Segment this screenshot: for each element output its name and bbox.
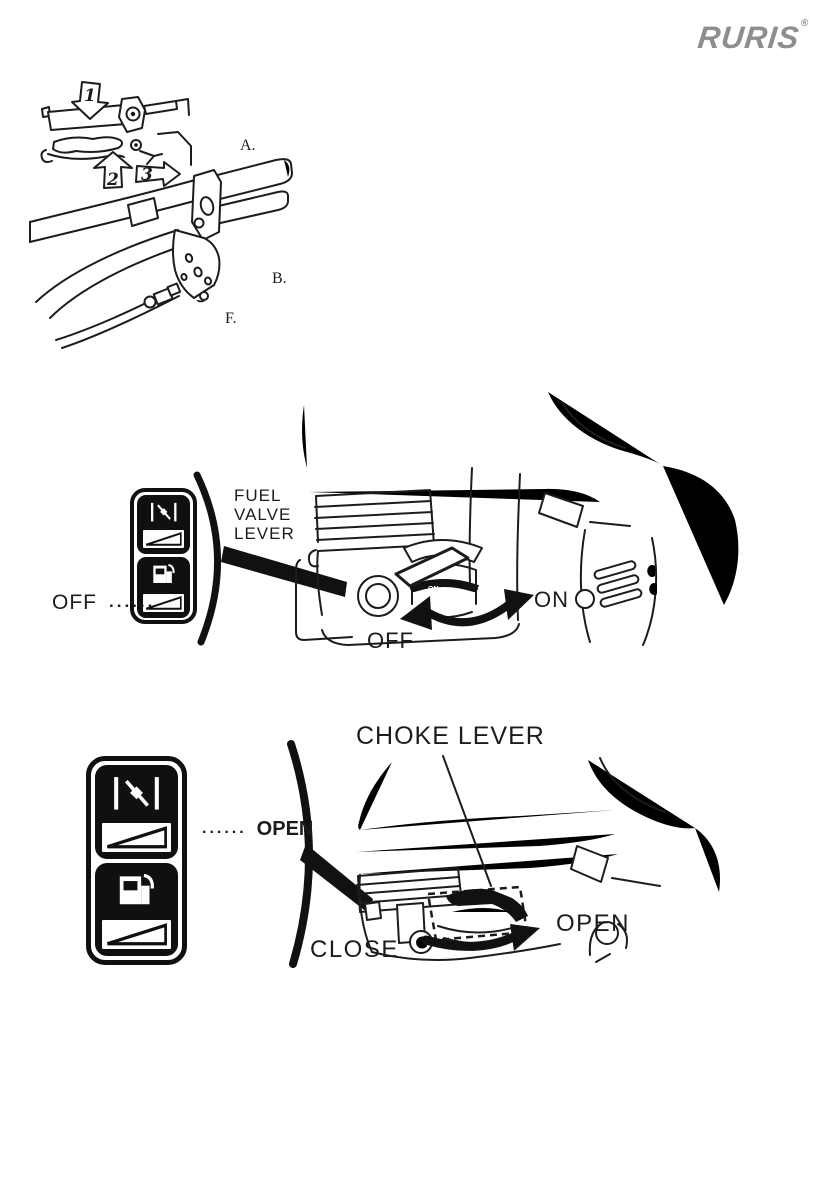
throttle-triangle-icon: [100, 821, 173, 854]
choke-lever-title: CHOKE LEVER: [356, 722, 545, 750]
throttle-triangle-icon: [100, 918, 173, 951]
valve-symbol-cell: [95, 765, 178, 859]
off-legend-text: OFF: [52, 591, 97, 614]
fuel-valve-lever-label: FUEL VALVE LEVER: [234, 486, 295, 543]
fuel-valve-lever-icon: [99, 769, 174, 818]
engine-drawing-fuel-valve: [292, 392, 738, 653]
callout-1-label: 1: [84, 86, 96, 106]
vent-panel: [576, 530, 657, 645]
figure-fuel-valve: [0, 390, 839, 675]
brand-logo: [696, 18, 809, 56]
brand-name: RURIS: [696, 20, 802, 55]
off-position-label: OFF: [367, 628, 414, 653]
registered-mark-icon: ®: [800, 18, 809, 29]
clutch-cable: [56, 283, 180, 348]
valve-body-mark: ON: [428, 586, 439, 593]
legend-dots: ......: [202, 820, 247, 837]
callout-3-label: 3: [141, 165, 153, 185]
engine-drawing-choke: [310, 756, 720, 963]
fuel-symbol-cell: [95, 863, 178, 957]
choke-legend-panel: [86, 756, 187, 965]
legend-pointer: [291, 744, 373, 964]
choke-lever-shape: [446, 889, 528, 922]
throttle-triangle-icon: [141, 528, 186, 550]
on-off-rotation-arrow: [400, 589, 534, 630]
off-legend: [52, 591, 155, 615]
open-legend-text: OPEN: [256, 818, 314, 840]
fuel-valve-lever-icon: [140, 498, 187, 526]
valve-symbol-cell: [137, 495, 190, 554]
on-position-label: ON: [534, 587, 569, 612]
label-f: F.: [225, 310, 237, 327]
fuel-pump-icon: [99, 867, 174, 916]
callout-2-label: 2: [107, 170, 119, 190]
lever-bracket: [173, 170, 221, 302]
callout-arrow-3: [136, 162, 180, 186]
label-a: A.: [240, 137, 256, 154]
legend-dots: ......: [109, 592, 156, 611]
fuel-pump-icon: [140, 560, 187, 590]
figure-handle-lever: [28, 72, 313, 340]
close-position-label: CLOSE: [310, 936, 399, 963]
open-position-label: OPEN: [556, 910, 631, 937]
open-legend: [202, 818, 313, 841]
label-b: B.: [272, 270, 287, 287]
handle-lever-inset: [42, 82, 192, 190]
